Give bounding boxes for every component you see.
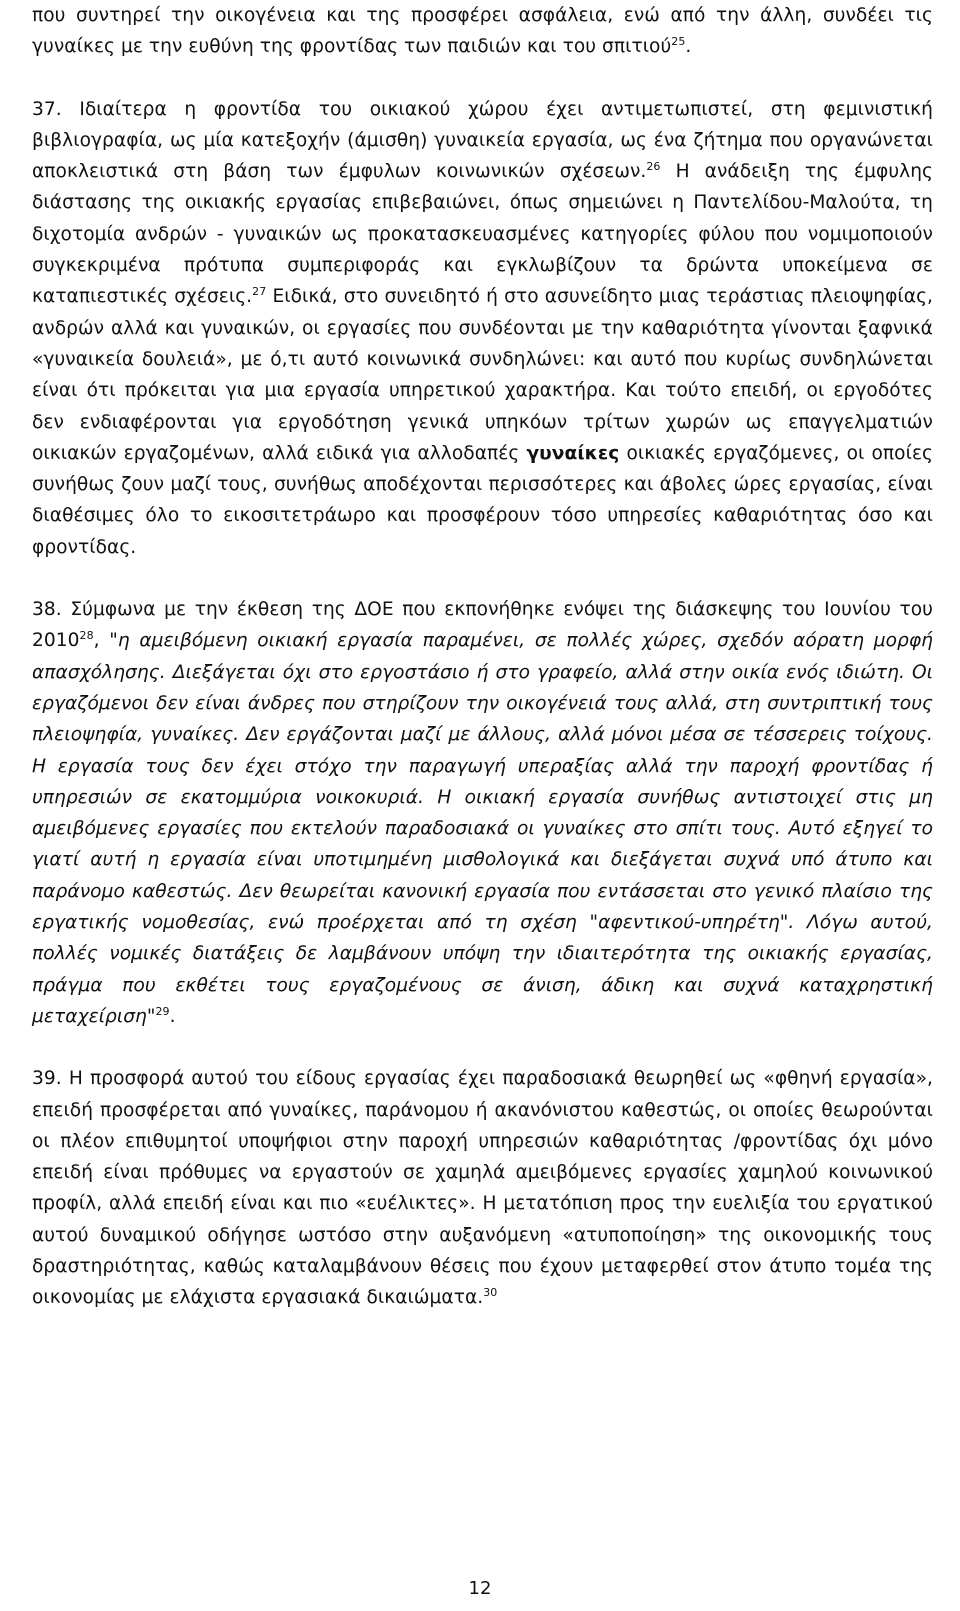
footnote-ref-30[interactable]: 30 [483, 1286, 498, 1300]
italic-quote: η αμειβόμενη οικιακή εργασία παραμένει, σε πολλές χώρες, σχεδόν αόρατη μορφή απασχόλησης. Διεξάγεται όχι στο εργοστάσιο ή στο γραφείο, αλλά στην οικία ενός ιδιώτη. Οι εργαζόμενοι δεν είναι άνδρες που στηρίζουν την οικογένειά τους αλλά, στη συντριπτική τους πλειοψηφία, γυναίκες. Δεν εργάζονται μαζί με άλλους, αλλά μόνοι μέσα σε τέσσερεις τοίχους. Η εργασία τους δεν έχει στόχο την παραγωγή υπεραξίας αλλά την παροχή φροντίδας ή υπηρεσιών σε εκατομμύρια νοικοκυριά. Η οικιακή εργασία συνήθως αντιστοιχεί στις μη αμειβόμενες εργασίες που εκτελούν παραδοσιακά οι γυναίκες στο σπίτι τους. Αυτό εξηγεί το γιατί αυτή η εργασία είναι υποτιμημένη μισθολογικά και διεξάγεται συχνά υπό άτυπο και παράνομο καθεστώς. Δεν θεωρείται κανονική εργασία που εντάσσεται στο γενικό πλαίσιο της εργατικής νομοθεσίας, ενώ προέρχεται από τη σχέση "αφεντικού-υπηρέτη". Λόγω αυτού, πολλές νομικές διατάξεις δε λαμβάνουν υπόψη την ιδιαιτερότητα της οικιακής εργασίας, πράγμα που εκθέτει τους εργαζομένους σε άνιση, άδικη και συχνά καταχρηστική μεταχείριση [32, 630, 933, 1027]
paragraph-number: 39. [32, 1068, 62, 1090]
bold-text: γυναίκες [526, 442, 620, 464]
paragraph-39 [32, 1063, 933, 1313]
paragraph-continued [32, 0, 933, 63]
footnote-ref-26[interactable]: 26 [646, 160, 661, 174]
paragraph-text: Η ανάδειξη της έμφυλης διάστασης της οικιακής εργασίας επιβεβαιώνει, όπως σημειώνει η Παντελίδου-Μαλούτα, τη διχοτομία ανδρών - γυναικών ως προκατασκευασμένες κατηγορίες φύλου που νομιμοποιούν συγκεκριμένα πρότυπα συμπεριφοράς και εγκλωβίζουν τα δρώντα υποκείμενα σε καταπιεστικές σχέσεις. [32, 161, 934, 308]
paragraph-text: Ειδικά, στο συνειδητό ή στο ασυνείδητο μιας τεράστιας πλειοψηφίας, ανδρών αλλά και γυναικών, οι εργασίες που συνδέονται με την καθαριότητα γίνονται ξαφνικά «γυναικεία δουλειά», με ό,τι αυτό κοινωνικά συνδηλώνει: και αυτό που κυρίως συνδηλώνεται είναι ότι πρόκειται για μια εργασία υπηρετικού χαρακτήρα. Και τούτο επειδή, οι εργοδότες δεν ενδιαφέρονται για εργοδότηση γενικά υπηκόων τρίτων χωρών ως επαγγελματιών οικιακών εργαζομένων, αλλά ειδικά για αλλοδαπές [32, 286, 933, 464]
paragraph-text: , " [93, 630, 118, 652]
paragraph-text: Ιδιαίτερα η φροντίδα του οικιακού χώρου έχει αντιμετωπιστεί, στη φεμινιστική βιβλιογραφία, ως μία κατεξοχήν (άμισθη) γυναικεία εργασία, ως ένα ζήτημα που οργανώνεται αποκλειστικά στη βάση των έμφυλων κοινωνικών σχέσεων. [32, 98, 933, 183]
paragraph-38 [32, 594, 933, 1032]
paragraph-text: Η προσφορά αυτού του είδους εργασίας έχει παραδοσιακά θεωρηθεί ως «φθηνή εργασία», επειδή προσφέρεται από γυναίκες, παράνομου ή ακανόνιστου καθεστώς, οι οποίες θεωρούνται οι πλέον επιθυμητοί υποψήφιοι στην παροχή υπηρεσιών καθαριότητας /φροντίδας όχι μόνο επειδή είναι πρόθυμες να εργαστούν σε χαμηλά αμειβόμενες εργασίες χαμηλού κοινωνικού προφίλ, αλλά επειδή είναι και πιο «ευέλικτες». Η μετατόπιση προς την ευελιξία του εργατικού αυτού δυναμικού οδήγησε ωστόσο στην αυξανόμενη «ατυποποίηση» της οικονομικής τους δραστηριότητας, καθώς καταλαμβάνουν θέσεις που έχουν μεταφερθεί στον άτυπο τομέα της οικονομίας με ελάχιστα εργασιακά δικαιώματα. [32, 1068, 933, 1309]
footnote-ref-28[interactable]: 28 [79, 629, 94, 643]
paragraph-number: 38. [32, 599, 62, 621]
page-number: 12 [468, 1578, 492, 1599]
paragraph-text-end: . [685, 36, 692, 58]
paragraph-37 [32, 94, 933, 563]
paragraph-text: Σύμφωνα με την έκθεση της ΔΟΕ που εκπονήθηκε ενόψει της διάσκεψης του Ιουνίου του 2010 [32, 599, 933, 652]
footnote-ref-25[interactable]: 25 [671, 35, 686, 49]
paragraph-text-end: . [169, 1005, 176, 1027]
paragraph-text: " [146, 1005, 156, 1027]
paragraph-text: οικιακές εργαζόμενες, οι οποίες συνήθως ζουν μαζί τους, συνήθως αποδέχονται περισσότερες και άβολες ώρες εργασίας, είναι διαθέσιμες όλο το εικοσιτετράωρο και προσφέρουν τόσο υπηρεσίες καθαριότητας όσο και φροντίδας. [32, 442, 934, 558]
footnote-ref-29[interactable]: 29 [155, 1004, 170, 1018]
paragraph-text: που συντηρεί την οικογένεια και της προσφέρει ασφάλεια, ενώ από την άλλη, συνδέει τις γυναίκες με την ευθύνη της φροντίδας των παιδιών και του σπιτιού [32, 5, 933, 58]
footnote-ref-27[interactable]: 27 [252, 285, 267, 299]
document-page [32, 0, 933, 1314]
paragraph-number: 37. [32, 98, 62, 120]
